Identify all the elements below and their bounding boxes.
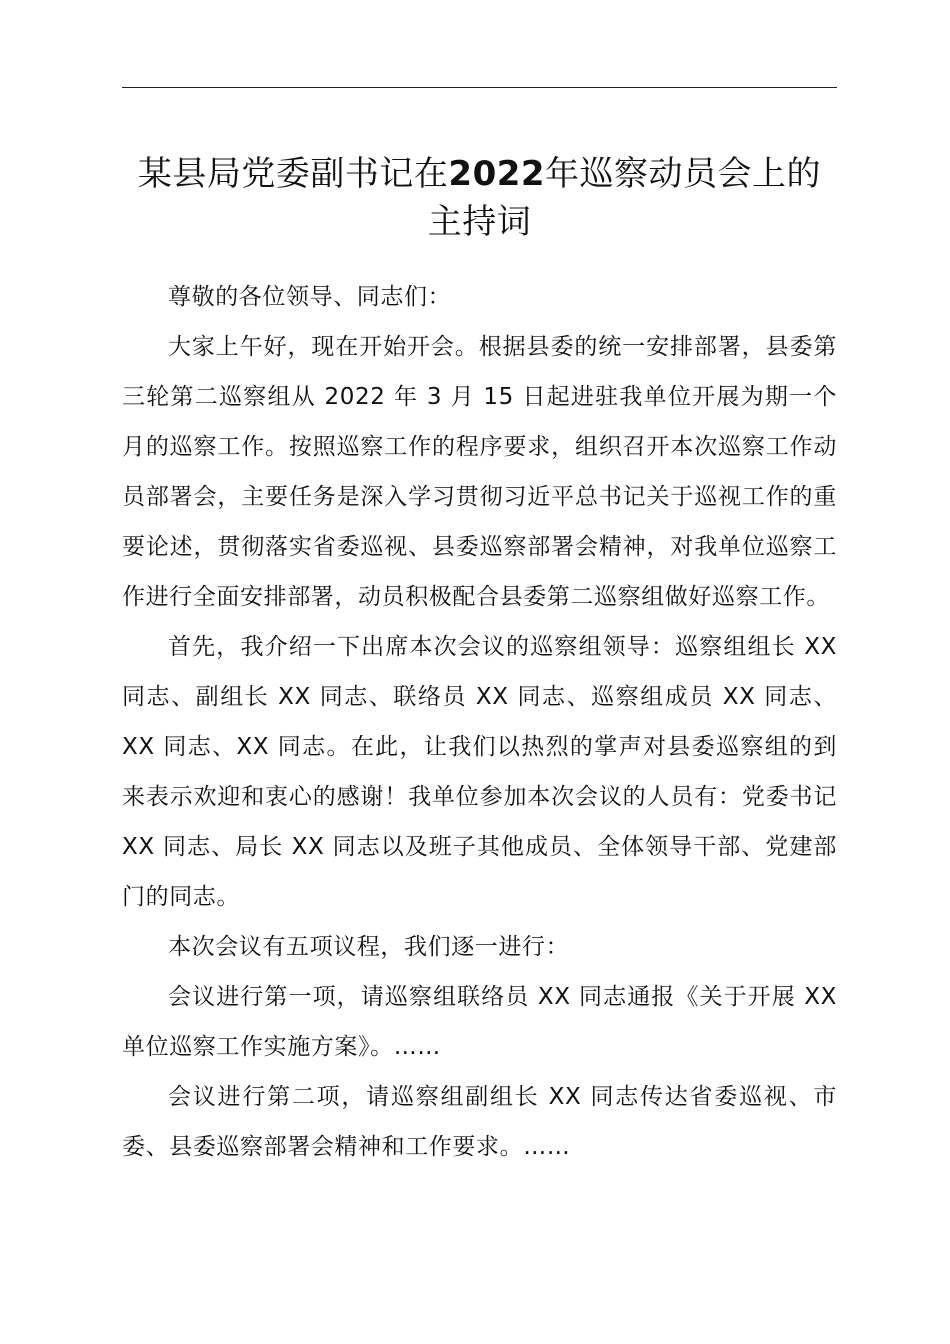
- paragraph-opening: 大家上午好，现在开始开会。根据县委的统一安排部署，县委第三轮第二巡察组从 2022 年 3 月 15 日起进驻我单位开展为期一个月的巡察工作。按照巡察工作的程序要求，组织召开本次巡察工作动员部署会，主要任务是深入学习贯彻习近平总书记关于巡视工作的重要论述，贯彻落实省委巡视、县委巡察部署会精神，对我单位巡察工作进行全面安排部署，动员积极配合县委第二巡察组做好巡察工作。: [122, 334, 837, 610]
- title-year: 2022: [448, 154, 546, 194]
- paragraph-agenda: 本次会议有五项议程，我们逐一进行：: [168, 934, 570, 960]
- document-body: [122, 272, 837, 1172]
- paragraph-item-2: 会议进行第二项，请巡察组副组长 XX 同志传达省委巡视、市委、县委巡察部署会精神和工作要求。……: [122, 1084, 837, 1160]
- paragraph-introductions: 首先，我介绍一下出席本次会议的巡察组领导：巡察组组长 XX 同志、副组长 XX 同志、联络员 XX 同志、巡察组成员 XX 同志、XX 同志、XX 同志。在此，让我们以热烈的掌声对县委巡察组的到来表示欢迎和衷心的感谢！我单位参加本次会议的人员有：党委书记 XX 同志、局长 XX 同志以及班子其他成员、全体领导干部、党建部门的同志。: [122, 634, 837, 910]
- document-title: [122, 150, 837, 246]
- salutation: 尊敬的各位领导、同志们：: [168, 284, 452, 310]
- title-part-1: 某县局党委副书记在: [137, 154, 449, 194]
- header-rule: [122, 87, 837, 88]
- paragraph-item-1: 会议进行第一项，请巡察组联络员 XX 同志通报《关于开展 XX 单位巡察工作实施方案》。……: [122, 984, 837, 1060]
- title-part-2: 年巡察动员会上的主持词: [427, 154, 822, 242]
